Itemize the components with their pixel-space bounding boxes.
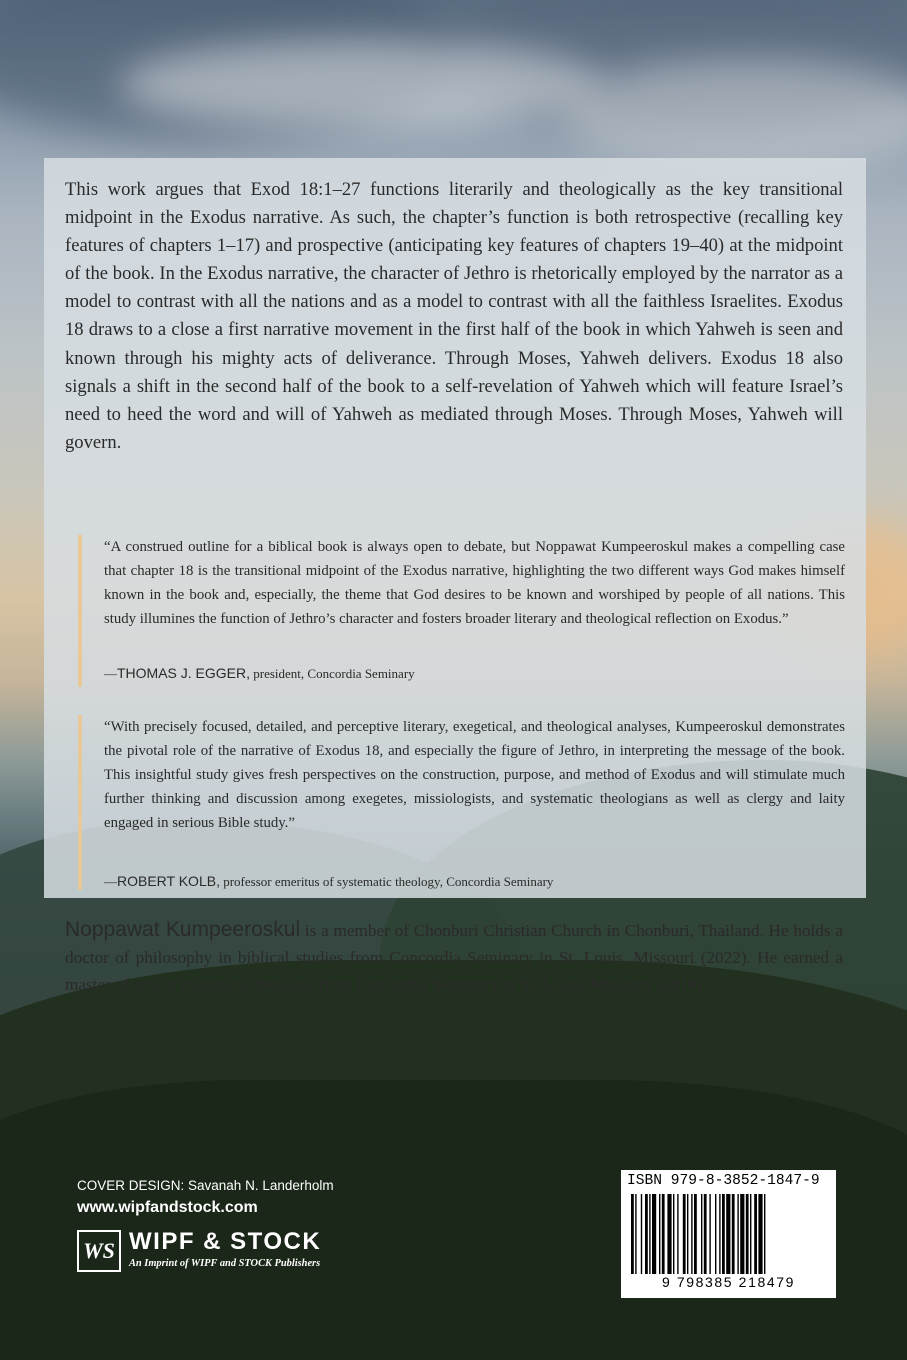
isbn-barcode (621, 1170, 836, 1298)
author-bio (65, 916, 843, 998)
barcode-bar (732, 1194, 735, 1274)
publisher-imprint: An Imprint of WIPF and STOCK Publishers (129, 1258, 321, 1269)
book-summary: This work argues that Exod 18:1–27 functions literarily and theologically as the key transitional midpoint in the Exodus narrative. As such, the chapter’s function is both retrospective (recalling key features of chapters 1–17) and prospective (anticipating key features of chapters 19–40) at the midpoint of the book. In the Exodus narrative, the character of Jethro is rhetorically employed by the narrator as a model to contrast with all the nations and as a model to contrast with all the faithless Israelites. Exodus 18 draws to a close a first narrative movement in the first half of the book in which Yahweh is seen and known through his mighty acts of deliverance. Through Moses, Yahweh delivers. Exodus 18 also signals a shift in the second half of the book to a self-revelation of Yahweh which will feature Israel’s need to heed the word and will of Yahweh as mediated through Moses. Through Moses, Yahweh will govern. (65, 179, 843, 453)
cover-design-credit: COVER DESIGN: Savanah N. Landerholm (77, 1178, 334, 1193)
barcode-bar (694, 1194, 697, 1274)
endorsement-attribution-2 (104, 873, 553, 890)
barcode-bar (652, 1194, 656, 1274)
publisher-name: WIPF & STOCK (129, 1228, 322, 1255)
barcode-bars-icon (627, 1194, 830, 1274)
barcode-bar (750, 1194, 751, 1274)
barcode-bar (758, 1194, 762, 1274)
barcode-bar (701, 1194, 702, 1274)
endorsement-attribution-1 (104, 665, 415, 682)
barcode-bar (709, 1194, 710, 1274)
author-name: Noppawat Kumpeeroskul (65, 918, 301, 941)
endorser-name: ROBERT KOLB, (117, 873, 220, 889)
barcode-bar (737, 1194, 738, 1274)
barcode-bar (740, 1194, 744, 1274)
barcode-bar (677, 1194, 678, 1274)
barcode-bar (726, 1194, 730, 1274)
barcode-bar (635, 1194, 636, 1274)
barcode-bar (662, 1194, 665, 1274)
barcode-bar (704, 1194, 707, 1274)
barcode-bar (683, 1194, 686, 1274)
barcode-bar (631, 1194, 634, 1274)
barcode-bar (641, 1194, 642, 1274)
quote-accent-bar (78, 535, 82, 687)
publisher-block (77, 1228, 387, 1274)
barcode-bar (691, 1194, 692, 1274)
publisher-website: www.wipfandstock.com (77, 1199, 258, 1216)
barcode-bar (687, 1194, 688, 1274)
endorser-role: professor emeritus of systematic theology, Concordia Seminary (219, 874, 554, 889)
barcode-bar (649, 1194, 650, 1274)
barcode-bar (659, 1194, 660, 1274)
attribution-dash: — (104, 666, 117, 681)
endorser-name: THOMAS J. EGGER, (117, 665, 251, 681)
barcode-bar (667, 1194, 671, 1274)
endorser-role: president, Concordia Seminary (250, 666, 415, 681)
author-bio-text: is a member of Chonburi Christian Church in Chonburi, Thailand. He holds a doctor of philosophy in biblical studies from Concordia Seminary in St. Louis, Missouri (2022). He earned a master of arts in exegetical theology from Concordia Seminary in St. Louis, Missouri (2016). (65, 921, 843, 994)
barcode-bar (715, 1194, 716, 1274)
barcode-bar (645, 1194, 648, 1274)
barcode-bar (719, 1194, 720, 1274)
barcode-bar (754, 1194, 757, 1274)
isbn-label: ISBN 979-8-3852-1847-9 (627, 1173, 820, 1189)
barcode-bar (673, 1194, 674, 1274)
barcode-bar (764, 1194, 765, 1274)
endorsement-quote-1: “A construed outline for a biblical book is always open to debate, but Noppawat Kumpeeroskul makes a compelling case that chapter 18 is the transitional midpoint of the Exodus narrative, highlighting the two different ways God makes himself known in the book and, especially, the theme that God desires to be known and worshiped by people of all nations. This study illumines the function of Jethro’s character and fosters broader literary and theological reflection on Exodus.” (104, 539, 845, 627)
quote-accent-bar (78, 715, 82, 890)
attribution-dash: — (104, 874, 117, 889)
barcode-digits: 9 798385 218479 (662, 1274, 795, 1290)
barcode-bar (722, 1194, 725, 1274)
ws-logo-icon: WS (77, 1230, 121, 1272)
endorsement-quote-2: “With precisely focused, detailed, and perceptive literary, exegetical, and theological analyses, Kumpeeroskul demonstrates the pivotal role of the narrative of Exodus 18, and especially the figure of Jethro, in interpreting the message of the book. This insightful study gives fresh perspectives on the construction, purpose, and method of Exodus and will stimulate much further thinking and discussion among exegetes, missiologists, and systematic theologians as well as clergy and laity engaged in serious Bible study.” (104, 719, 845, 831)
barcode-bar (746, 1194, 749, 1274)
